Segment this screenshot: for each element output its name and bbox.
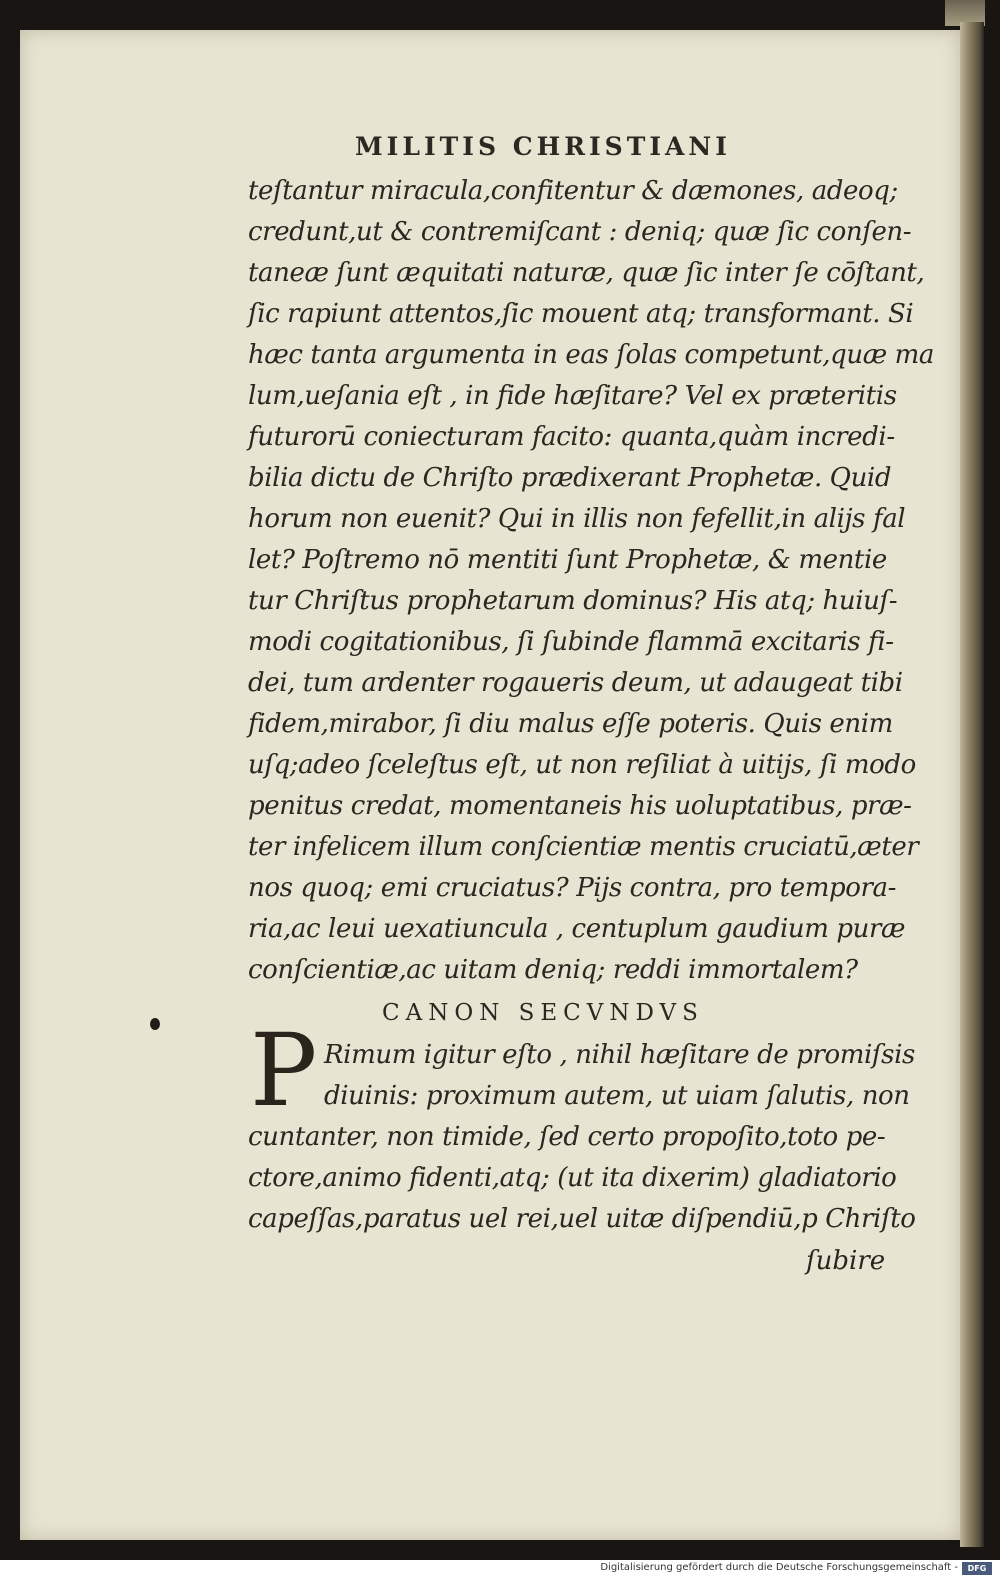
- text-line-4: ſic rapiunt attentos,ſic mouent atq; transformant. Si: [248, 299, 914, 329]
- text-line-5: hæc tanta argumenta in eas ſolas competunt,quæ ma: [248, 340, 934, 370]
- text-line-20: conſcientiæ,ac uitam deniq; reddi immortalem?: [248, 955, 858, 985]
- page-edge: [960, 22, 984, 1547]
- catchword: ſubire: [806, 1246, 886, 1276]
- text-line-13: dei, tum ardenter rogaueris deum, ut adaugeat tibi: [248, 668, 903, 698]
- text-line-11: tur Chriſtus prophetarum dominus? His atq; huiuſ-: [248, 586, 898, 616]
- text-line-12: modi cogitationibus, ſi ſubinde flammā excitaris fi-: [248, 627, 894, 657]
- canon-line-2: diuinis: proximum autem, ut uiam ſalutis, non: [324, 1081, 910, 1111]
- canon-line-4: ctore,animo fidenti,atq; (ut ita dixerim) gladiatorio: [248, 1163, 897, 1193]
- dfg-logo: DFG: [962, 1562, 992, 1575]
- text-line-14: fidem,mirabor, ſi diu malus eſſe poteris. Quis enim: [248, 709, 893, 739]
- text-line-15: uſq;adeo ſceleſtus eſt, ut non reſiliat à uitijs, ſi modo: [248, 750, 916, 780]
- text-line-10: let? Poſtremo nō mentiti ſunt Prophetæ, & mentie: [248, 545, 887, 575]
- text-line-19: ria,ac leui uexatiuncula , centuplum gaudium puræ: [248, 914, 906, 944]
- text-line-8: bilia dictu de Chriſto prædixerant Prophetæ. Quid: [248, 463, 892, 493]
- margin-ink-mark: [150, 1018, 160, 1030]
- decorated-initial: P: [250, 1012, 318, 1129]
- text-line-7: futurorū coniecturam facito: quanta,quàm incredi-: [248, 422, 895, 452]
- canon-line-3: cuntanter, non timide, ſed certo propoſito,toto pe-: [248, 1122, 886, 1152]
- text-line-17: ter infelicem illum conſcientiæ mentis cruciatū,æter: [248, 832, 919, 862]
- text-line-3: taneæ ſunt æquitati naturæ, quæ ſic inter ſe cōſtant,: [248, 258, 925, 288]
- text-line-1: teſtantur miracula,confitentur & dæmones, adeoq;: [248, 176, 898, 206]
- text-line-2: credunt,ut & contremiſcant : deniq; quæ ſic conſen-: [248, 217, 912, 247]
- text-line-18: nos quoq; emi cruciatus? Pijs contra, pro tempora-: [248, 873, 897, 903]
- canon-line-1: Rimum igitur eſto , nihil hæſitare de promiſsis: [324, 1040, 915, 1070]
- section-heading: CANON SECVNDVS: [382, 1000, 704, 1026]
- text-line-6: lum,ueſania eſt , in fide hæſitare? Vel ex præteritis: [248, 381, 897, 411]
- book-page: [20, 30, 960, 1540]
- canon-line-5: capeſſas,paratus uel rei,uel uitæ diſpendiū,p Chriſto: [248, 1204, 916, 1234]
- funding-notice: Digitalisierung gefördert durch die Deutsche Forschungsgemeinschaft -: [600, 1562, 958, 1573]
- running-header: MILITIS CHRISTIANI: [355, 132, 731, 161]
- text-line-9: horum non euenit? Qui in illis non fefellit,in alijs fal: [248, 504, 906, 534]
- text-line-16: penitus credat, momentaneis his uoluptatibus, præ-: [248, 791, 912, 821]
